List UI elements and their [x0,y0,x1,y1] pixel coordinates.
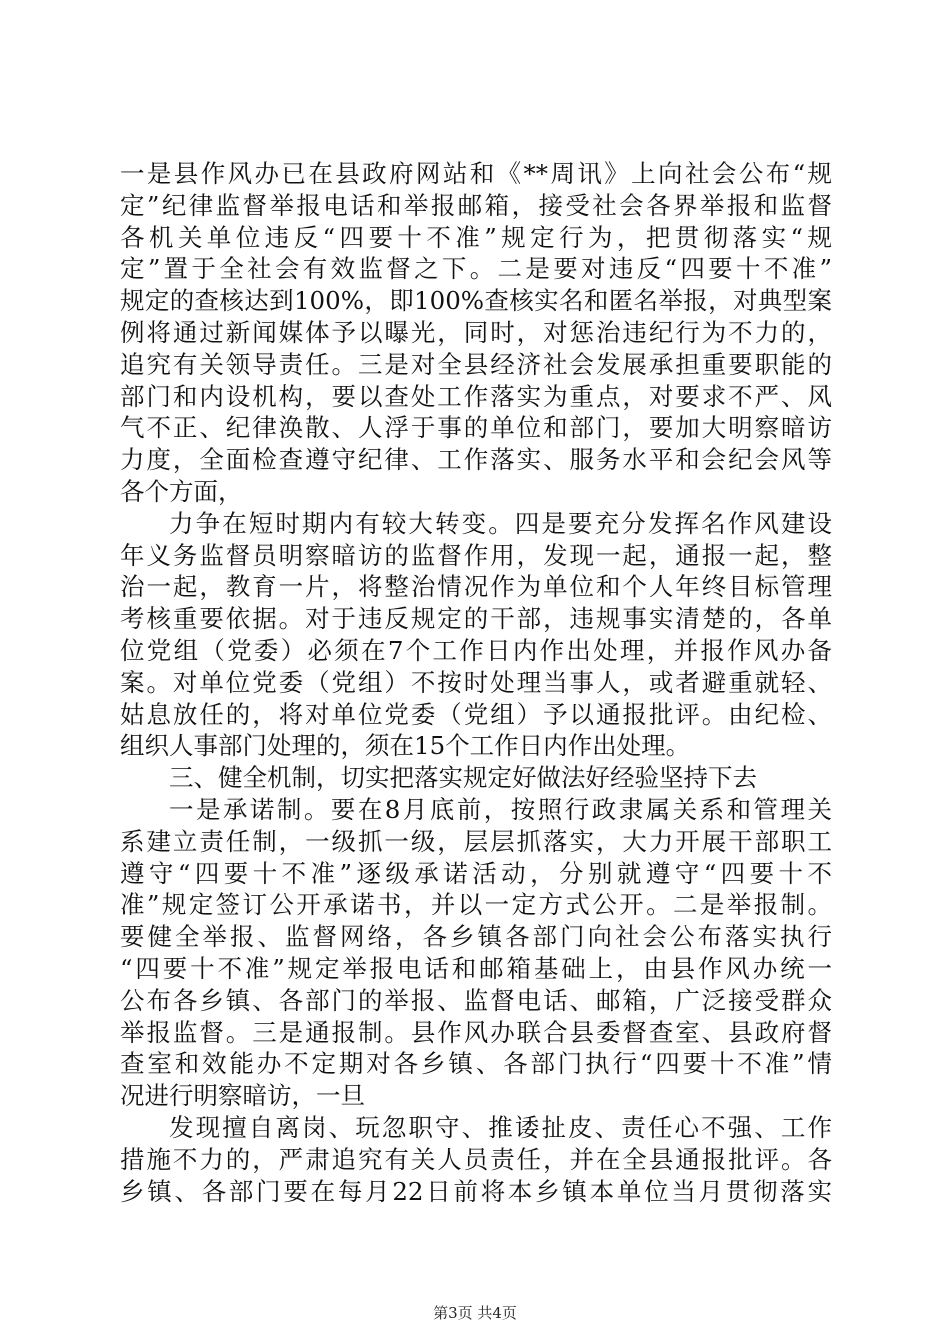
text-line: 治一起，教育一片，将整治情况作为单位和个人年终目标管理 [120,572,832,602]
text-line: 案。对单位党委（党组）不按时处理当事人，或者避重就轻、 [120,667,832,697]
text-line: 定”置于全社会有效监督之下。二是要对违反“四要十不准” [120,254,832,284]
text-line: “四要十不准”规定举报电话和邮箱基础上，由县作风办统一 [120,953,832,983]
text-line: 一是县作风办已在县政府网站和《**周讯》上向社会公布“规 [120,159,832,188]
text-line: 一是承诺制。要在8月底前，按照行政隶属关系和管理关 [169,794,832,824]
text-line: 追究有关领导责任。三是对全县经济社会发展承担重要职能的 [120,349,832,379]
text-line: 查室和效能办不定期对各乡镇、各部门执行“四要十不准”情 [120,1049,832,1079]
text-line: 规定的查核达到100%，即100%查核实名和匿名举报，对典型案 [120,286,832,316]
page-footer: 第3页 共4页 [433,1304,517,1322]
text-line: 准”规定签订公开承诺书，并以一定方式公开。二是举报制。 [120,890,832,920]
text-line: 发现擅自离岗、玩忽职守、推诿扯皮、责任心不强、工作 [169,1112,832,1142]
text-line: 各个方面， [120,476,243,506]
text-line: 姑息放任的，将对单位党委（党组）予以通报批评。由纪检、 [120,699,832,729]
text-line: 考核重要依据。对于违反规定的干部，违规事实清楚的，各单 [120,604,832,634]
text-line: 措施不力的，严肃追究有关人员责任，并在全县通报批评。各 [120,1144,832,1174]
text-line: 组织人事部门处理的，须在15个工作日内作出处理。 [120,731,691,761]
text-line: 遵守“四要十不准”逐级承诺活动，分别就遵守“四要十不 [120,858,832,888]
text-line: 要健全举报、监督网络，各乡镇各部门向社会公布落实执行 [120,922,832,952]
text-line: 力度，全面检查遵守纪律、工作落实、服务水平和会纪会风等 [120,445,832,475]
text-line: 乡镇、各部门要在每月22日前将本乡镇本单位当月贯彻落实 [120,1176,832,1206]
text-line: 力争在短时期内有较大转变。四是要充分发挥名作风建设 [169,508,832,538]
text-line: 况进行明察暗访，一旦 [120,1081,365,1111]
text-line: 气不正、纪律涣散、人浮于事的单位和部门，要加大明察暗访 [120,413,832,443]
text-line: 公布各乡镇、各部门的举报、监督电话、邮箱，广泛接受群众 [120,985,832,1015]
text-line: 各机关单位违反“四要十不准”规定行为，把贯彻落实“规 [120,222,832,252]
text-line: 例将通过新闻媒体予以曝光，同时，对惩治违纪行为不力的， [120,317,832,347]
text-line: 举报监督。三是通报制。县作风办联合县委督查室、县政府督 [120,1017,832,1047]
text-line: 年义务监督员明察暗访的监督作用，发现一起，通报一起，整 [120,540,832,570]
text-line: 部门和内设机构，要以查处工作落实为重点，对要求不严、风 [120,381,832,411]
text-line: 位党组（党委）必须在7个工作日内作出处理，并报作风办备 [120,635,832,665]
text-line: 系建立责任制，一级抓一级，层层抓落实，大力开展干部职工 [120,826,832,856]
text-line: 三、健全机制，切实把落实规定好做法好经验坚持下去 [169,763,757,793]
body-text [120,158,832,1207]
text-line: 定”纪律监督举报电话和举报邮箱，接受社会各界举报和监督 [120,190,832,220]
